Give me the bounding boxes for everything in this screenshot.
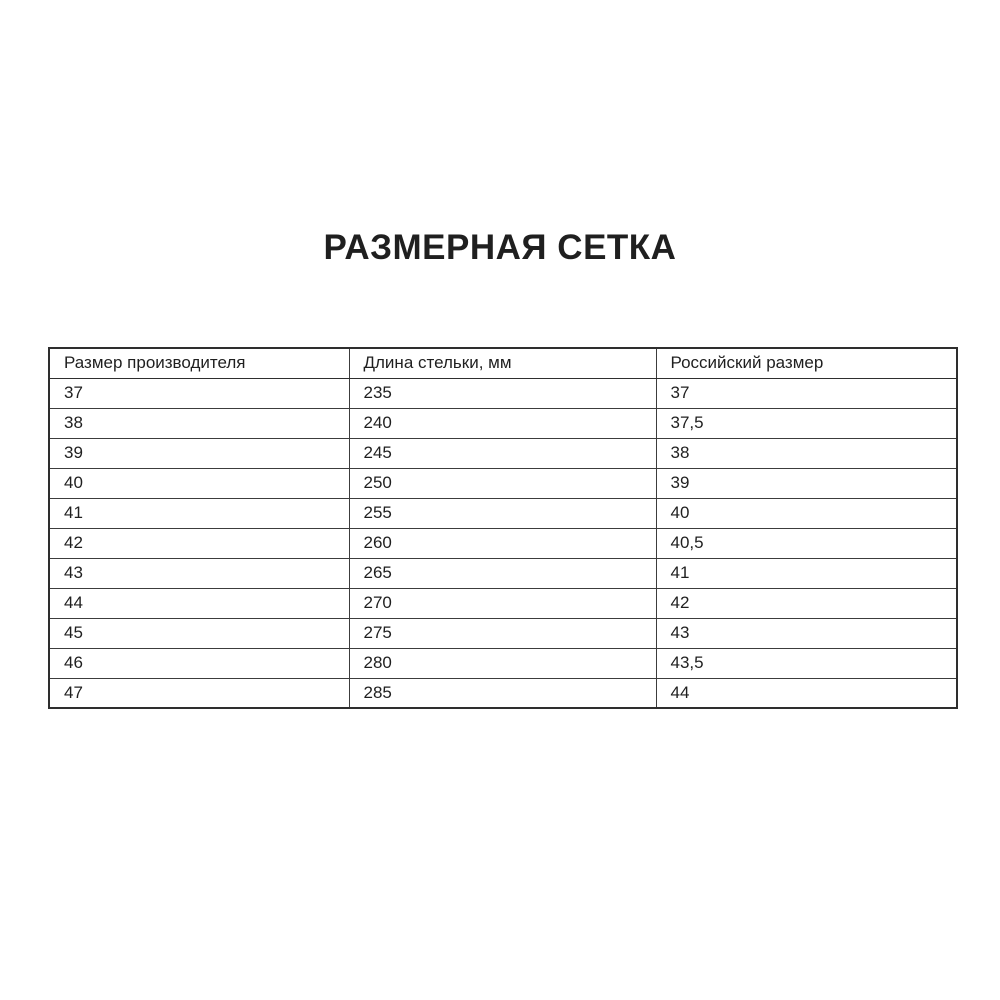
table-header-row bbox=[49, 348, 957, 378]
table-cell: 46 bbox=[49, 648, 349, 678]
table-row bbox=[49, 498, 957, 528]
column-header-russian-size: Российский размер bbox=[656, 348, 957, 378]
table-cell: 44 bbox=[656, 678, 957, 708]
table-cell: 240 bbox=[349, 408, 656, 438]
size-table-header bbox=[49, 348, 957, 378]
table-cell: 280 bbox=[349, 648, 656, 678]
table-row bbox=[49, 588, 957, 618]
table-cell: 40 bbox=[656, 498, 957, 528]
table-cell: 270 bbox=[349, 588, 656, 618]
table-cell: 265 bbox=[349, 558, 656, 588]
table-cell: 39 bbox=[656, 468, 957, 498]
table-cell: 45 bbox=[49, 618, 349, 648]
table-cell: 42 bbox=[49, 528, 349, 558]
table-cell: 39 bbox=[49, 438, 349, 468]
table-cell: 42 bbox=[656, 588, 957, 618]
table-cell: 38 bbox=[656, 438, 957, 468]
table-cell: 37 bbox=[656, 378, 957, 408]
table-cell: 37,5 bbox=[656, 408, 957, 438]
table-cell: 43 bbox=[49, 558, 349, 588]
table-cell: 40,5 bbox=[656, 528, 957, 558]
table-row bbox=[49, 438, 957, 468]
table-row bbox=[49, 378, 957, 408]
table-cell: 250 bbox=[349, 468, 656, 498]
table-row bbox=[49, 678, 957, 708]
table-cell: 40 bbox=[49, 468, 349, 498]
column-header-insole-length: Длина стельки, мм bbox=[349, 348, 656, 378]
table-row bbox=[49, 528, 957, 558]
table-cell: 235 bbox=[349, 378, 656, 408]
table-cell: 41 bbox=[656, 558, 957, 588]
table-cell: 44 bbox=[49, 588, 349, 618]
size-table-body bbox=[49, 378, 957, 708]
table-row bbox=[49, 408, 957, 438]
table-cell: 285 bbox=[349, 678, 656, 708]
size-table bbox=[48, 347, 958, 709]
table-cell: 47 bbox=[49, 678, 349, 708]
table-row bbox=[49, 618, 957, 648]
table-cell: 38 bbox=[49, 408, 349, 438]
table-row bbox=[49, 648, 957, 678]
table-cell: 37 bbox=[49, 378, 349, 408]
table-cell: 43 bbox=[656, 618, 957, 648]
page-title: РАЗМЕРНАЯ СЕТКА bbox=[323, 228, 677, 267]
table-cell: 43,5 bbox=[656, 648, 957, 678]
table-cell: 260 bbox=[349, 528, 656, 558]
column-header-manufacturer-size: Размер производителя bbox=[49, 348, 349, 378]
table-row bbox=[49, 468, 957, 498]
table-cell: 275 bbox=[349, 618, 656, 648]
table-cell: 255 bbox=[349, 498, 656, 528]
table-cell: 245 bbox=[349, 438, 656, 468]
table-cell: 41 bbox=[49, 498, 349, 528]
table-row bbox=[49, 558, 957, 588]
